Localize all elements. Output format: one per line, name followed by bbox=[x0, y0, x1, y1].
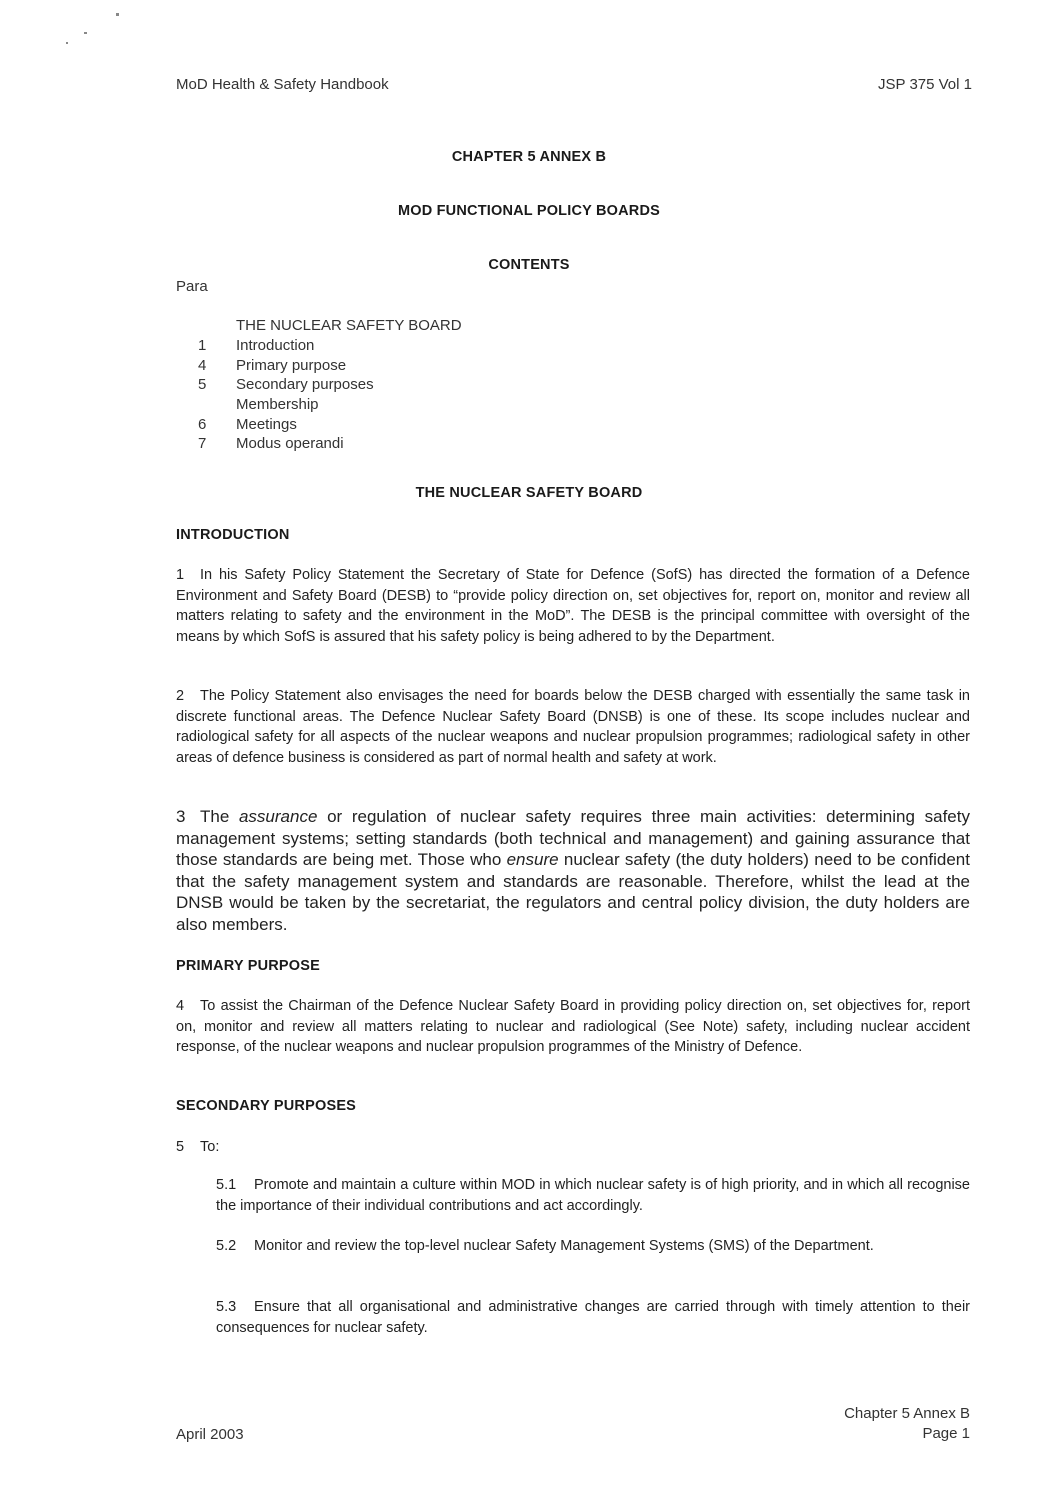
subparagraph-5-2 bbox=[216, 1236, 970, 1257]
paragraph-text: or regulation of nuclear safety requires three main activities: determining safety management systems; setting standards (both technical and management) and gaining assurance that those standards are being met. Those who bbox=[176, 807, 970, 869]
toc-item-num: 4 bbox=[198, 357, 207, 374]
toc-item-label: Primary purpose bbox=[236, 357, 347, 374]
scan-speck bbox=[116, 13, 119, 16]
toc-item-num: 5 bbox=[198, 376, 207, 393]
toc-item-label: Introduction bbox=[236, 337, 315, 354]
paragraph-text: To: bbox=[200, 1139, 220, 1155]
subparagraph-text: Monitor and review the top-level nuclear Safety Management Systems (SMS) of the Department. bbox=[254, 1238, 874, 1254]
paragraph-text: The Policy Statement also envisages the need for boards below the DESB charged with essentially the same task in discrete functional areas. The Defence Nuclear Safety Board (DNSB) is one of these. Its scope includes nuclear and radiological safety for all aspects of the nuclear weapons and nuclear propulsion programmes; radiological safety in other areas of defence business is considered as part of normal health and safety at work. bbox=[176, 688, 970, 766]
scan-speck bbox=[84, 32, 87, 34]
subparagraph-number: 5.3 bbox=[216, 1299, 237, 1315]
toc-para-label: Para bbox=[176, 278, 208, 295]
toc-item-num: 6 bbox=[198, 416, 207, 433]
scan-speck bbox=[66, 42, 68, 44]
document-subtitle: MOD FUNCTIONAL POLICY BOARDS bbox=[397, 203, 661, 219]
header-left: MoD Health & Safety Handbook bbox=[176, 76, 389, 93]
paragraph-1 bbox=[176, 565, 970, 647]
paragraph-text: To assist the Chairman of the Defence Nuclear Safety Board in providing policy direction on, set objectives for, report on, monitor and review all matters relating to nuclear and radiological (See Note) safety, including nuclear accident response, of the nuclear weapons and nuclear propulsion programmes of the Ministry of Defence. bbox=[176, 998, 970, 1055]
paragraph-number: 4 bbox=[176, 998, 185, 1014]
table-of-contents bbox=[198, 316, 598, 456]
section-title: THE NUCLEAR SAFETY BOARD bbox=[415, 485, 643, 501]
subparagraph-text: Ensure that all organisational and administrative changes are carried through with timely attention to their consequences for nuclear safety. bbox=[216, 1299, 970, 1336]
toc-item-num: 1 bbox=[198, 337, 207, 354]
paragraph-text: The bbox=[200, 807, 239, 826]
toc-item-label: Meetings bbox=[236, 416, 297, 433]
emphasis-assurance: assurance bbox=[238, 807, 318, 826]
contents-heading: CONTENTS bbox=[488, 257, 570, 273]
paragraph-5 bbox=[176, 1137, 970, 1158]
footer-date: April 2003 bbox=[176, 1426, 244, 1443]
paragraph-number: 1 bbox=[176, 567, 185, 583]
paragraph-number: 2 bbox=[176, 688, 185, 704]
paragraph-text: nuclear safety (the duty holders) need to be confident that the safety management system and standards are reasonable. Therefore, whilst the lead at the DNSB would be taken by the secretariat, the regulators and central policy division, the duty holders are also members. bbox=[176, 850, 970, 934]
paragraph-text: In his Safety Policy Statement the Secretary of State for Defence (SofS) has directed the formation of a Defence Environment and Safety Board (DESB) to “provide policy direction on, set objectives for, report on, monitor and review all matters relating to safety and the environment in the MoD”. The DESB is the principal committee with oversight of the means by which SofS is assured that his safety policy is being adhered to by the Department. bbox=[176, 567, 970, 645]
toc-item-label: Modus operandi bbox=[236, 435, 344, 452]
header-right: JSP 375 Vol 1 bbox=[878, 76, 972, 93]
subparagraph-number: 5.1 bbox=[216, 1177, 237, 1193]
subparagraph-5-1 bbox=[216, 1175, 970, 1216]
subparagraph-number: 5.2 bbox=[216, 1238, 237, 1254]
toc-heading: THE NUCLEAR SAFETY BOARD bbox=[236, 317, 462, 334]
toc-item-label: Membership bbox=[236, 396, 319, 413]
paragraph-2 bbox=[176, 686, 970, 768]
paragraph-number: 3 bbox=[176, 807, 186, 826]
paragraph-4 bbox=[176, 996, 970, 1058]
chapter-title: CHAPTER 5 ANNEX B bbox=[451, 149, 607, 165]
footer-chapter: Chapter 5 Annex B bbox=[844, 1405, 970, 1422]
primary-purpose-heading: PRIMARY PURPOSE bbox=[176, 958, 320, 974]
subparagraph-text: Promote and maintain a culture within MOD in which nuclear safety is of high priority, and in which all recognise the importance of their individual contributions and act accordingly. bbox=[216, 1177, 970, 1214]
toc-item-label: Secondary purposes bbox=[236, 376, 374, 393]
paragraph-number: 5 bbox=[176, 1139, 185, 1155]
footer-page-number: Page 1 bbox=[922, 1425, 970, 1442]
toc-item-num: 7 bbox=[198, 435, 207, 452]
secondary-purposes-heading: SECONDARY PURPOSES bbox=[176, 1098, 357, 1114]
subparagraph-5-3 bbox=[216, 1297, 970, 1338]
emphasis-ensure: ensure bbox=[506, 850, 559, 869]
paragraph-3 bbox=[176, 806, 970, 935]
introduction-heading: INTRODUCTION bbox=[176, 527, 290, 543]
